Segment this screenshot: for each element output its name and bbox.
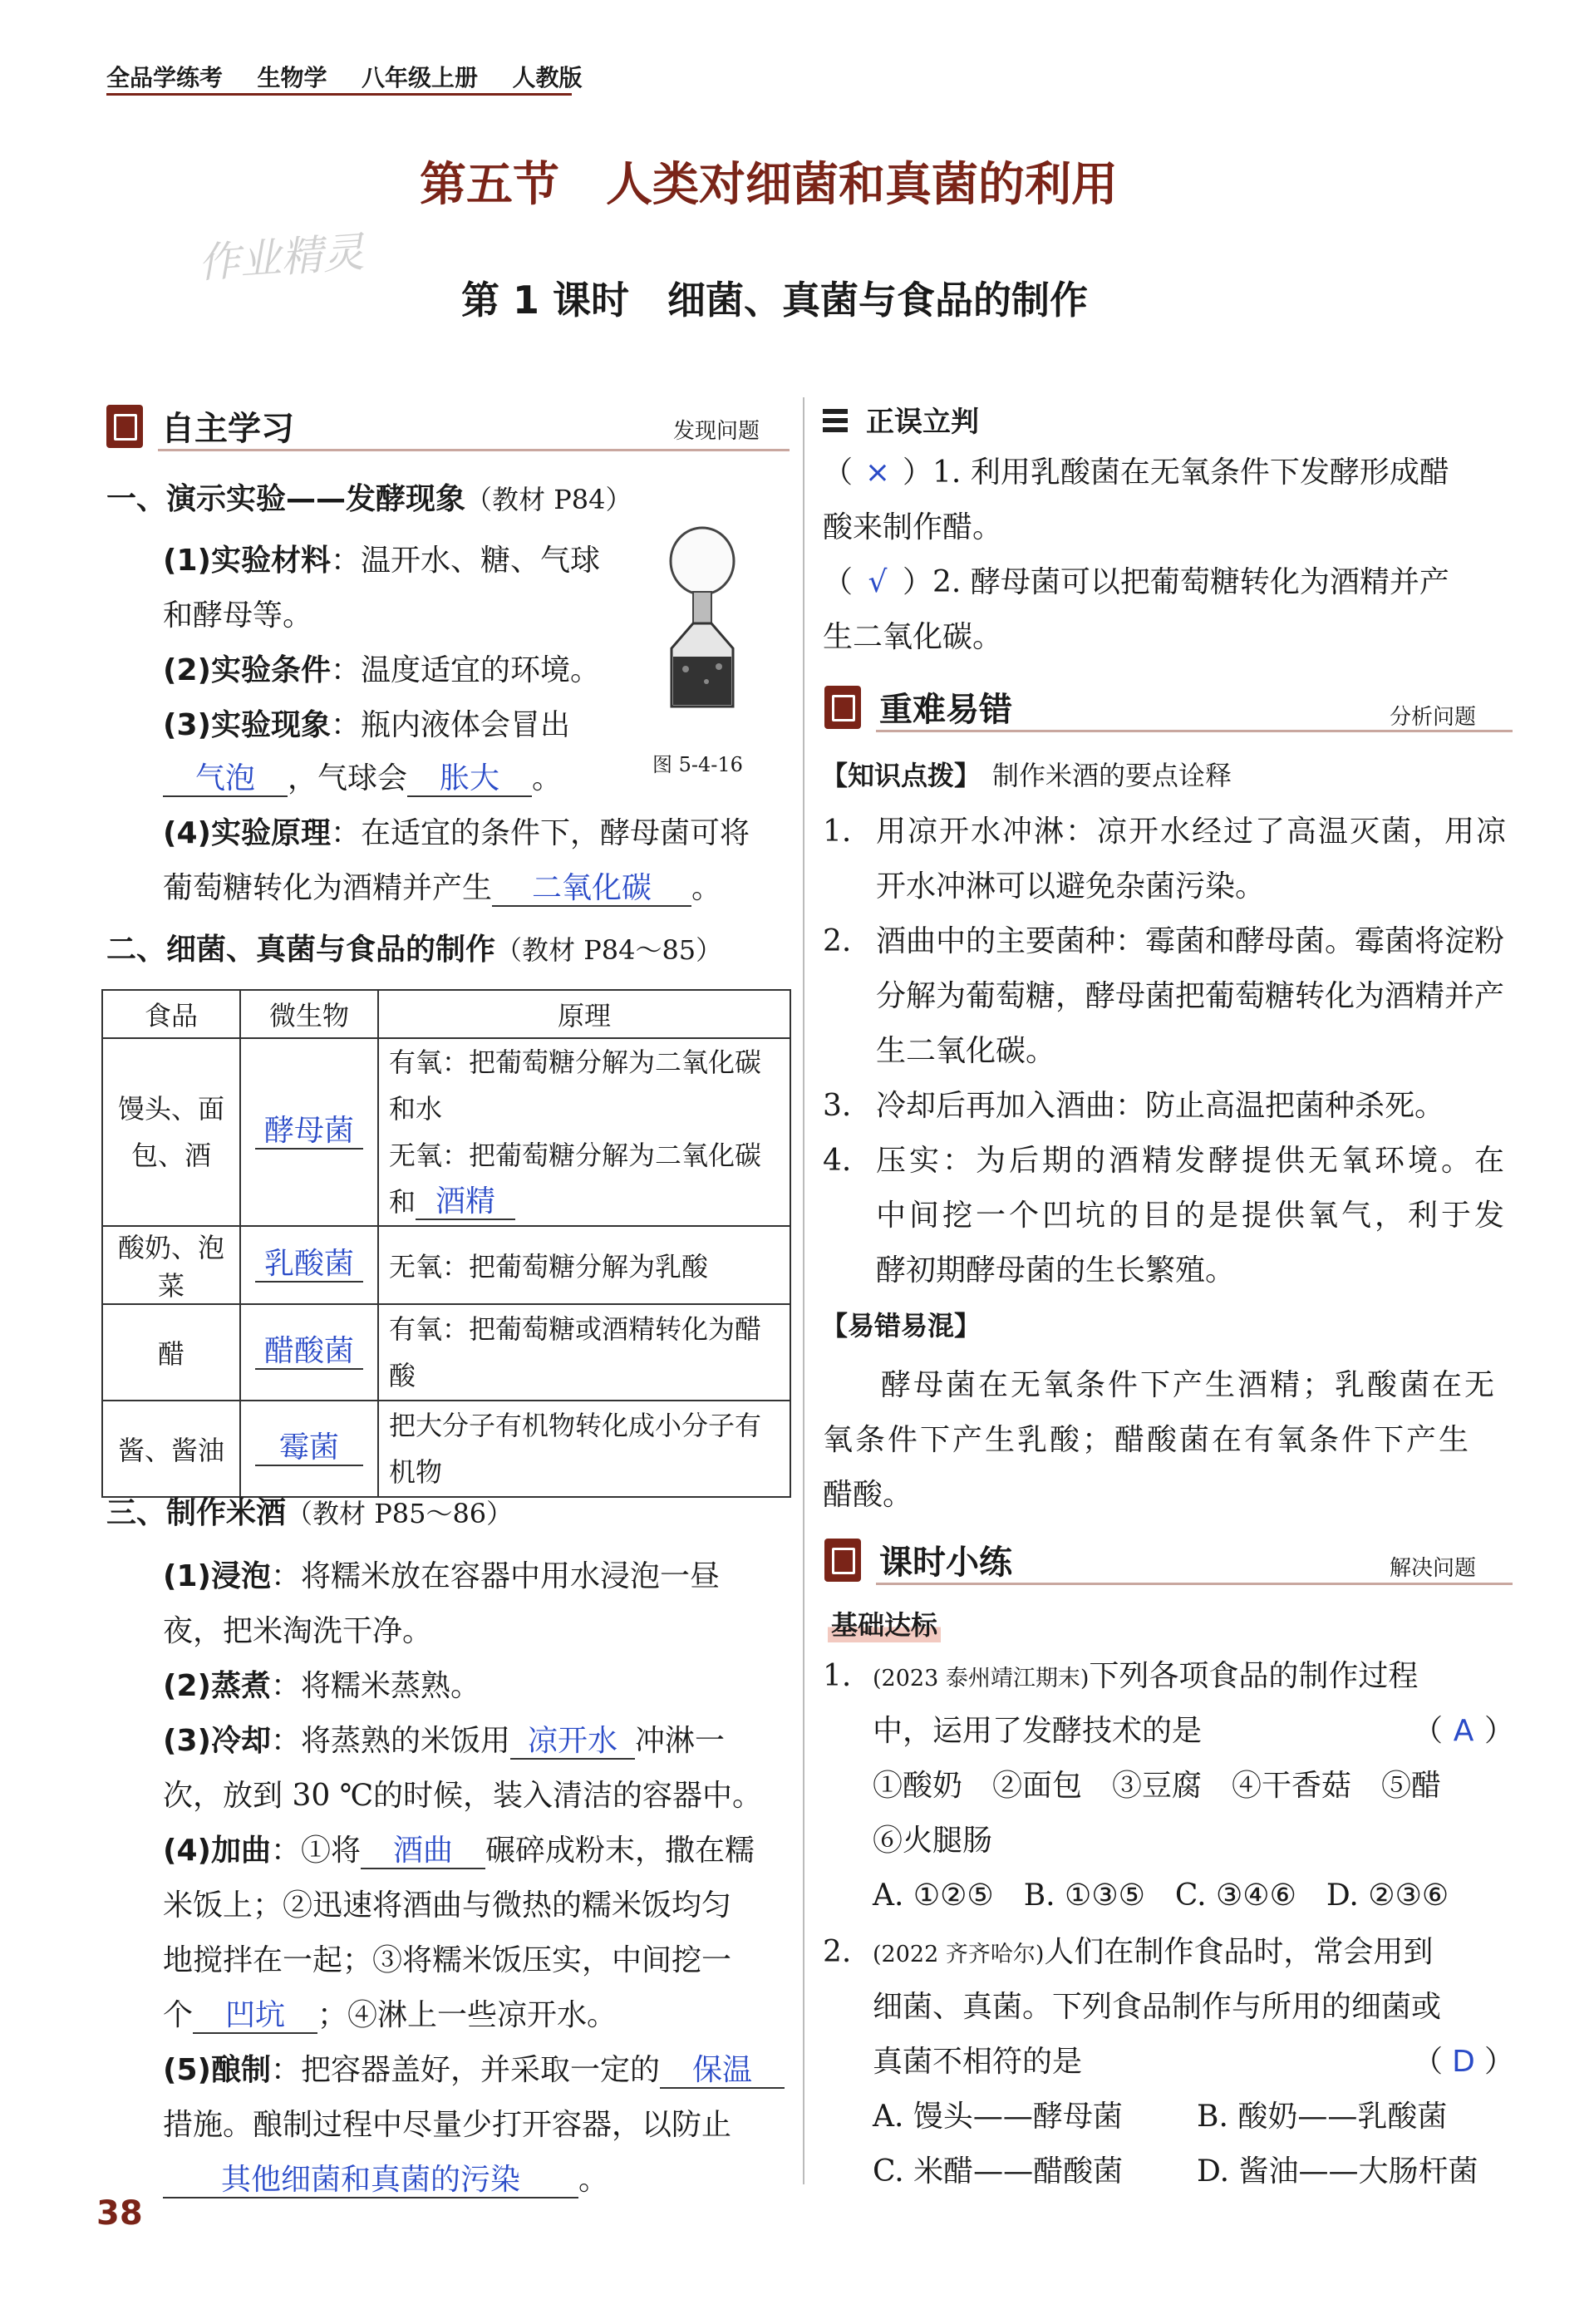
q1-stem-cont: 中，运用了发酵技术的是 [873, 1714, 1203, 1748]
header-subject: 生物学 [257, 64, 327, 91]
running-header [106, 60, 583, 93]
self-study-title: 自主学习 [161, 410, 294, 448]
q1-num: 1. [823, 1659, 852, 1693]
watermark: 作业精灵 [196, 228, 367, 288]
header-rule [106, 93, 572, 96]
answer-keep-warm: 保温 [660, 2054, 785, 2089]
column-divider [803, 397, 804, 2184]
practice-rule [876, 1583, 1513, 1585]
part1-heading [106, 475, 632, 518]
self-study-tag: 发现问题 [673, 419, 760, 444]
figure-caption: 图 5-4-16 [652, 753, 743, 776]
answer-co2: 二氧化碳 [492, 872, 691, 907]
answer-bubbles: 气泡 [163, 762, 288, 797]
header-edition: 人教版 [512, 64, 583, 91]
answer-yeast-starter: 酒曲 [361, 1834, 485, 1869]
judge-header [823, 399, 979, 440]
part3-step5: (5)酿制：把容器盖好，并采取一定的 保温 [163, 2043, 785, 2098]
part1-item4: (4)实验原理：在适宜的条件下，酵母菌可将 [163, 816, 750, 850]
q2-option-c: C. 米醋——醋酸菌 [873, 2154, 1124, 2189]
part1-item2: (2)实验条件：温度适宜的环境。 [163, 653, 600, 687]
q2-answer: （ D ） [1413, 2045, 1515, 2079]
confusion-line3: 醋酸。 [823, 1478, 913, 1512]
part3-heading: 三、制作米酒（教材 P85～86） [106, 1496, 514, 1530]
self-study-header [106, 402, 294, 450]
tip-2-line2: 分解为葡萄糖，酵母菌把葡萄糖转化为酒精并产 [876, 979, 1505, 1013]
part1-heading-text: 一、演示实验——发酵现象 [106, 482, 466, 516]
judge-item-1-cont: 酸来制作醋。 [823, 510, 1003, 544]
part1-item4-cont: 葡萄糖转化为酒精并产生 二氧化碳 。 [163, 871, 722, 905]
part3-step4: (4)加曲：①将 酒曲 碾碎成粉末，撒在糯 [163, 1834, 755, 1868]
confusion-line2: 氧条件下产生乳酸；醋酸菌在有氧条件下产生 [823, 1423, 1472, 1457]
self-study-rule [158, 449, 790, 451]
tip-3-line1: 冷却后再加入酒曲：防止高温把菌种杀死。 [876, 1089, 1445, 1123]
answer-mold: 霉菌 [255, 1431, 363, 1466]
table-row: 馒头、面包、酒 酵母菌 有氧：把葡萄糖分解为二氧化碳和水 无氧：把葡萄糖分解为二氧化碳和 酒精 [102, 1038, 790, 1226]
table-header-row: 食品 微生物 原理 [102, 990, 790, 1038]
tip-3-num: 3. [823, 1089, 852, 1123]
basic-level-label: 基础达标 [828, 1604, 941, 1642]
tip-4-line3: 酵初期酵母菌的生长繁殖。 [876, 1253, 1236, 1288]
tip-1-line1: 用凉开水冲淋：凉开水经过了高温灭菌，用凉 [876, 815, 1508, 849]
section-icon [824, 1539, 861, 1582]
part3-step3-cont: 次，放到 30 ℃的时候，装入清洁的容器中。 [163, 1779, 762, 1813]
judge-mark-2: √ [868, 565, 888, 599]
q1-options-2: ⑥火腿肠 [873, 1824, 993, 1858]
header-book: 全品学练考 [106, 64, 224, 91]
section-icon [824, 686, 861, 729]
part3-step4-cont2: 地搅拌在一起；③将糯米饭压实，中间挖一 [163, 1943, 732, 1977]
q2-stem: (2022 齐齐哈尔)人们在制作食品时，常会用到 [873, 1935, 1434, 1969]
tip-4-line2: 中间挖一个凹坑的目的是提供氧气，利于发 [876, 1199, 1508, 1233]
q2-option-b: B. 酸奶——乳酸菌 [1197, 2100, 1448, 2134]
table-row: 酸奶、泡菜 乳酸菌 无氧：把葡萄糖分解为乳酸 [102, 1226, 790, 1304]
q2-source: (2022 齐齐哈尔) [873, 1942, 1045, 1967]
answer-yeast: 酵母菌 [255, 1115, 363, 1150]
part3-step2: (2)蒸煮：将糯米蒸熟。 [163, 1669, 480, 1703]
section-icon [106, 405, 143, 448]
q2-option-d: D. 酱油——大肠杆菌 [1197, 2154, 1478, 2189]
table-row: 酱、酱油 霉菌 把大分子有机物转化成小分子有机物 [102, 1401, 790, 1497]
practice-tag: 解决问题 [1390, 1556, 1477, 1581]
judge-item-1: （ × ）1. 利用乳酸菌在无氧条件下发酵形成醋 [823, 446, 1449, 500]
q1-options-1: ①酸奶 ②面包 ③豆腐 ④干香菇 ⑤醋 [873, 1769, 1442, 1803]
q2-stem-cont: 细菌、真菌。下列食品制作与所用的细菌或 [873, 1990, 1442, 2024]
section-title: 第五节 人类对细菌和真菌的利用 [420, 158, 1118, 212]
page-number: 38 [96, 2194, 143, 2233]
judge-item-2-cont: 生二氧化碳。 [823, 620, 1003, 654]
part1-item1: (1)实验材料：温开水、糖、气球 [163, 544, 600, 578]
part3-step1-cont: 夜，把米淘洗干净。 [163, 1614, 433, 1648]
answer-alcohol: 酒精 [416, 1185, 515, 1220]
answer-pit: 凹坑 [193, 1999, 317, 2034]
confusion-line1: 酵母菌在无氧条件下产生酒精；乳酸菌在无 [881, 1368, 1498, 1402]
hard-points-title: 重难易错 [879, 691, 1012, 729]
part3-step5-cont2: 其他细菌和真菌的污染 。 [163, 2153, 608, 2208]
q1-answer: （ A ） [1413, 1714, 1515, 1748]
confusion-label: 【易错易混】 [821, 1310, 981, 1342]
practice-title: 课时小练 [879, 1544, 1012, 1582]
tip-4-line1: 压实：为后期的酒精发酵提供无氧环境。在 [876, 1144, 1508, 1178]
answer-contamination: 其他细菌和真菌的污染 [163, 2164, 578, 2198]
flask-balloon-figure [657, 524, 748, 715]
food-microbe-table [101, 989, 791, 1498]
tip-2-num: 2. [823, 924, 852, 958]
tip-4-num: 4. [823, 1144, 852, 1178]
q2-option-a: A. 馒头——酵母菌 [873, 2100, 1123, 2134]
tip-1-line2: 开水冲淋可以避免杂菌污染。 [876, 869, 1266, 904]
q1-stem: (2023 泰州靖江期末)下列各项食品的制作过程 [873, 1659, 1419, 1693]
header-grade: 八年级上册 [362, 64, 479, 91]
part1-item1-cont: 和酵母等。 [163, 598, 313, 633]
part1-item3: (3)实验现象：瓶内液体会冒出 [163, 708, 570, 742]
answer-lactobacillus: 乳酸菌 [255, 1248, 363, 1283]
part1-item3-cont: 气泡 ，气球会 胀大 。 [163, 751, 562, 806]
hard-points-header [824, 683, 1012, 731]
tip-2-line3: 生二氧化碳。 [876, 1034, 1056, 1068]
lesson-title: 第 1 课时 细菌、真菌与食品的制作 [461, 278, 1089, 323]
answer-acetobacter: 醋酸菌 [255, 1335, 363, 1370]
knowledge-tip: 【知识点拨】 制作米酒的要点诠释 [821, 760, 1232, 791]
q2-stem-cont2: 真菌不相符的是 [873, 2045, 1083, 2079]
part3-step3: (3)冷却：将蒸熟的米饭用 凉开水 冲淋一 [163, 1724, 725, 1758]
table-row: 醋 醋酸菌 有氧：把葡萄糖或酒精转化为醋酸 [102, 1304, 790, 1401]
part2-heading: 二、细菌、真菌与食品的制作（教材 P84～85） [106, 933, 723, 967]
q1-choices: A. ①②⑤ B. ①③⑤ C. ③④⑥ D. ②③⑥ [873, 1878, 1449, 1913]
q1-source: (2023 泰州靖江期末) [873, 1666, 1090, 1691]
judge-icon [823, 406, 856, 434]
part3-step4-cont3: 个 凹坑 ；④淋上一些凉开水。 [163, 1998, 617, 2032]
judge-item-2: （ √ ）2. 酵母菌可以把葡萄糖转化为酒精并产 [823, 555, 1449, 610]
part3-step4-cont1: 米饭上；②迅速将酒曲与微热的糯米饭均匀 [163, 1888, 732, 1923]
answer-expand: 胀大 [407, 762, 532, 797]
part3-step1: (1)浸泡：将糯米放在容器中用水浸泡一昼 [163, 1559, 720, 1593]
tip-2-line1: 酒曲中的主要菌种：霉菌和酵母菌。霉菌将淀粉 [876, 924, 1505, 958]
tip-1-num: 1. [823, 815, 852, 849]
hard-points-tag: 分析问题 [1390, 705, 1477, 730]
q2-num: 2. [823, 1935, 852, 1969]
part3-step5-cont: 措施。酿制过程中尽量少打开容器，以防止 [163, 2108, 732, 2142]
answer-cool-water: 凉开水 [510, 1725, 635, 1760]
judge-mark-1: × [864, 455, 891, 490]
part1-ref: （教材 P84） [465, 484, 632, 515]
practice-header [824, 1536, 1012, 1583]
judge-title: 正误立判 [866, 406, 979, 439]
